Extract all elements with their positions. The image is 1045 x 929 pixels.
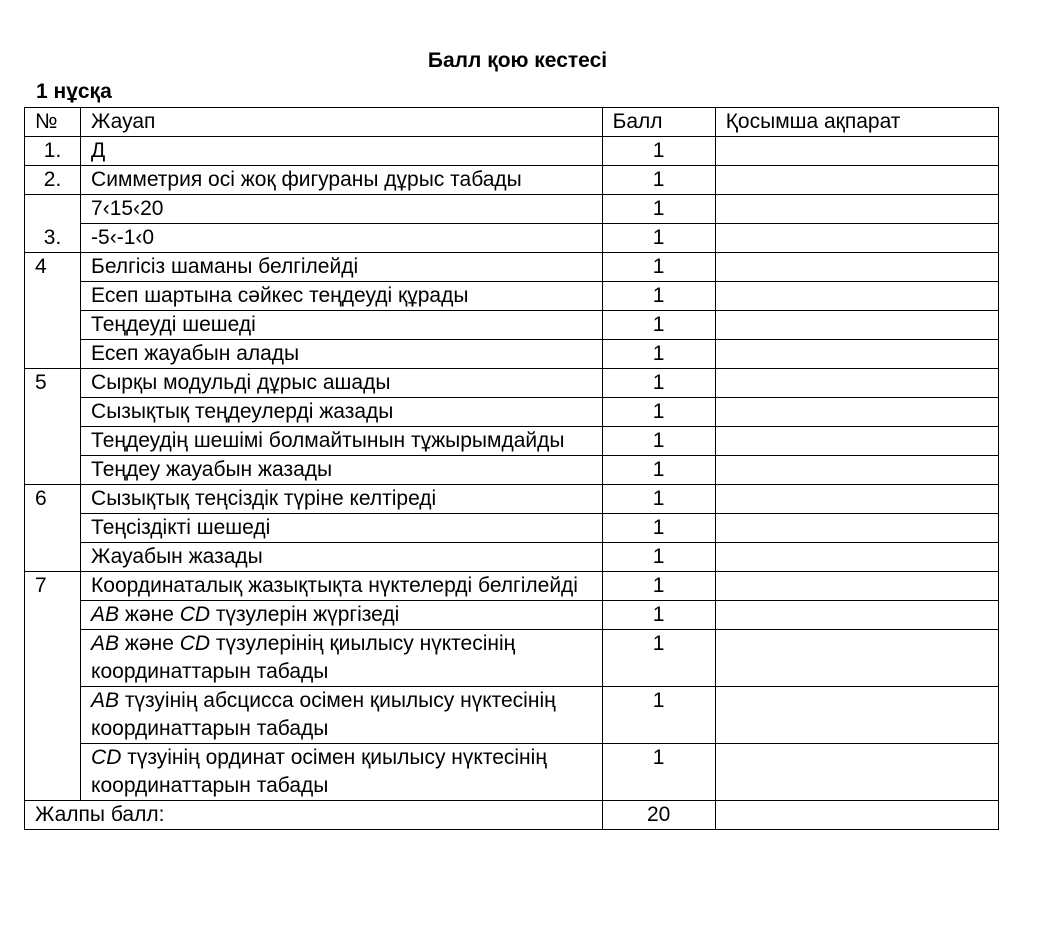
conjunction: және [119, 603, 180, 626]
points-cell: 1 [602, 744, 715, 801]
line-cd: CD [179, 632, 211, 655]
page-title: Балл қою кестесі [427, 49, 608, 72]
points-cell: 1 [602, 427, 715, 456]
table-row [25, 543, 999, 572]
line-ab: AB [91, 689, 120, 712]
answer-cell: Белгісіз шаманы белгілейді [81, 253, 603, 282]
info-cell [715, 398, 998, 427]
points-cell: 1 [602, 572, 715, 601]
info-cell [715, 195, 998, 224]
table-row [25, 369, 999, 398]
total-row [25, 801, 999, 830]
points-cell: 1 [602, 166, 715, 195]
answer-cell: Теңдеуді шешеді [81, 311, 603, 340]
info-cell [715, 166, 998, 195]
info-cell [715, 456, 998, 485]
question-number: 3. [25, 195, 81, 253]
points-cell: 1 [602, 311, 715, 340]
points-cell: 1 [602, 253, 715, 282]
info-cell [715, 427, 998, 456]
line-ab: AB [91, 603, 120, 626]
table-row [25, 195, 999, 224]
answer-cell [81, 601, 603, 630]
header-points: Балл [602, 108, 715, 137]
answer-cell [81, 630, 603, 687]
variant-heading: 1 нұсқа [36, 80, 112, 103]
info-cell [715, 137, 998, 166]
question-number: 6 [25, 485, 81, 572]
points-cell: 1 [602, 485, 715, 514]
info-cell [715, 485, 998, 514]
info-cell [715, 514, 998, 543]
table-row [25, 572, 999, 601]
table-row [25, 601, 999, 630]
table-row [25, 630, 999, 687]
table-row [25, 514, 999, 543]
points-cell: 1 [602, 687, 715, 744]
points-cell: 1 [602, 398, 715, 427]
answer-cell: Теңсіздікті шешеді [81, 514, 603, 543]
answer-cell: -5‹-1‹0 [81, 224, 603, 253]
question-number: 4 [25, 253, 81, 369]
answer-cell: 7‹15‹20 [81, 195, 603, 224]
line-cd: CD [91, 746, 122, 769]
table-row [25, 427, 999, 456]
header-answer: Жауап [81, 108, 603, 137]
table-row [25, 744, 999, 801]
table-header-row [25, 108, 999, 137]
info-cell [715, 744, 998, 801]
points-cell: 1 [602, 630, 715, 687]
answer-cell: Координаталық жазықтықта нүктелерді белгілейді [81, 572, 603, 601]
points-cell: 1 [602, 282, 715, 311]
info-cell [715, 224, 998, 253]
info-cell [715, 687, 998, 744]
answer-cell [81, 744, 603, 801]
points-cell: 1 [602, 195, 715, 224]
header-num: № [25, 108, 81, 137]
table-row [25, 485, 999, 514]
answer-text: түзуінің ординат осімен қиылысу нүктесінің координаттарын табады [91, 746, 553, 797]
answer-cell: Симметрия осі жоқ фигураны дұрыс табады [81, 166, 603, 195]
answer-cell: Сызықтық теңсіздік түріне келтіреді [81, 485, 603, 514]
answer-cell: Жауабын жазады [81, 543, 603, 572]
table-row [25, 398, 999, 427]
question-number: 2. [25, 166, 81, 195]
table-row [25, 166, 999, 195]
table-row [25, 224, 999, 253]
info-cell [715, 311, 998, 340]
table-row [25, 137, 999, 166]
answer-cell: Есеп жауабын алады [81, 340, 603, 369]
points-cell: 1 [602, 224, 715, 253]
table-row [25, 282, 999, 311]
question-number: 1. [25, 137, 81, 166]
answer-cell: Теңдеу жауабын жазады [81, 456, 603, 485]
info-cell [715, 369, 998, 398]
info-cell [715, 340, 998, 369]
answer-cell: Сырқы модульді дұрыс ашады [81, 369, 603, 398]
table-row [25, 456, 999, 485]
info-cell [715, 630, 998, 687]
answer-text: түзулерінің қиылысу нүктесінің координаттарын табады [91, 632, 522, 683]
answer-cell: Сызықтық теңдеулерді жазады [81, 398, 603, 427]
question-number: 5 [25, 369, 81, 485]
line-ab: AB [91, 632, 120, 655]
points-cell: 1 [602, 137, 715, 166]
points-cell: 1 [602, 340, 715, 369]
table-row [25, 311, 999, 340]
points-cell: 1 [602, 601, 715, 630]
table-row [25, 253, 999, 282]
info-cell [715, 572, 998, 601]
scoring-table [24, 107, 999, 830]
points-cell: 1 [602, 514, 715, 543]
info-cell [715, 253, 998, 282]
line-cd: CD [179, 603, 211, 626]
answer-cell: Д [81, 137, 603, 166]
header-info: Қосымша ақпарат [715, 108, 998, 137]
answer-text: түзулерін жүргізеді [210, 603, 400, 626]
table-row [25, 340, 999, 369]
conjunction: және [119, 632, 180, 655]
answer-cell: Теңдеудің шешімі болмайтынын тұжырымдайды [81, 427, 603, 456]
table-row [25, 687, 999, 744]
total-points: 20 [602, 801, 715, 830]
info-cell [715, 801, 998, 830]
points-cell: 1 [602, 369, 715, 398]
total-label: Жалпы балл: [25, 801, 603, 830]
question-number: 7 [25, 572, 81, 801]
answer-cell: Есеп шартына сәйкес теңдеуді құрады [81, 282, 603, 311]
answer-cell [81, 687, 603, 744]
info-cell [715, 543, 998, 572]
answer-text: түзуінің абсцисса осімен қиылысу нүктесінің координаттарын табады [91, 689, 562, 740]
info-cell [715, 601, 998, 630]
info-cell [715, 282, 998, 311]
points-cell: 1 [602, 543, 715, 572]
points-cell: 1 [602, 456, 715, 485]
